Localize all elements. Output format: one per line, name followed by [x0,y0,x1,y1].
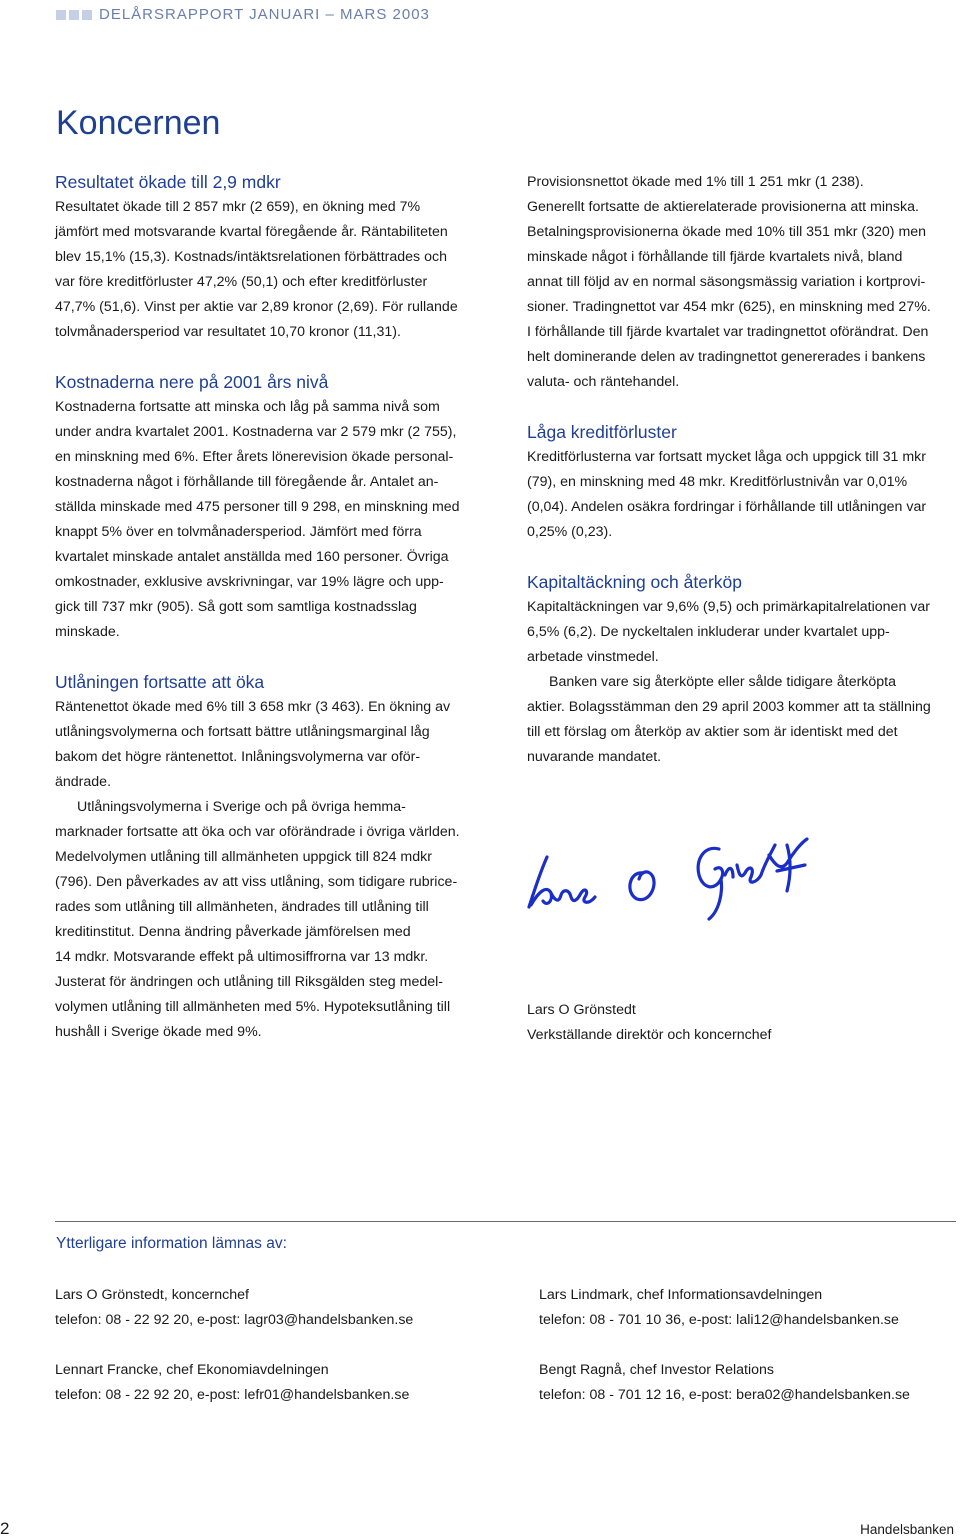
lending-line: utlåningsvolymerna och fortsatt bättre utlåningsmarginal låg [55,724,430,740]
result-line: Resultatet ökade till 2 857 mkr (2 659), en ökning med 7% [55,199,421,215]
header-square-3 [82,10,92,20]
result-line: tolvmånadersperiod var resultatet 10,70 kronor (11,31). [55,324,401,340]
lending-line: Utlåningsvolymerna i Sverige och på övriga hemma- [77,799,406,815]
commission-line: sioner. Tradingnettot var 454 mkr (625), en minskning med 27%. [527,299,931,315]
contact-details: telefon: 08 - 701 12 16, e-post: bera02@handelsbanken.se [539,1387,910,1403]
commission-line: I förhållande till fjärde kvartalet var tradingnettot oförändrat. Den [527,324,929,340]
handwritten-signature [525,835,815,925]
commission-line: Betalningsprovisionerna ökade med 10% till 351 mkr (320) men [527,224,927,240]
costs-line: gick till 737 mkr (905). Så gott som samtliga kostnadsslag [55,599,417,615]
signer-title: Verkställande direktör och koncernchef [527,1027,772,1043]
page-number: 2 [0,1519,10,1538]
result-line: var före kreditförluster 47,2% (50,1) och efter kreditförluster [55,274,428,290]
contact-card [539,1283,899,1333]
lending-line: ändrade. [55,774,112,790]
costs-line: Kostnaderna fortsatte att minska och låg på samma nivå som [55,399,440,415]
lending-line: Medelvolymen utlåning till allmänheten uppgick till 824 mdkr [55,849,432,865]
contact-details: telefon: 08 - 22 92 20, e-post: lagr03@handelsbanken.se [55,1312,414,1328]
credit-losses-line: (79), en minskning med 48 mkr. Kreditförlustnivån var 0,01% [527,474,908,490]
result-line: jämfört med motsvarande kvartal föregående år. Räntabiliteten [55,224,448,240]
signer-block [527,998,771,1048]
more-info-heading: Ytterligare information lämnas av: [56,1235,287,1252]
report-title: DELÅRSRAPPORT JANUARI – MARS 2003 [99,6,430,23]
signer-name: Lars O Grönstedt [527,1002,636,1018]
contact-name: Bengt Ragnå, chef Investor Relations [539,1362,775,1378]
result-line: blev 15,1% (15,3). Kostnads/intäktsrelationen förbättrades och [55,249,447,265]
contact-name: Lennart Francke, chef Ekonomiavdelningen [55,1362,329,1378]
right-column [527,170,957,770]
capital-line: Kapitaltäckningen var 9,6% (9,5) och primärkapitalrelationen var [527,599,930,615]
capital-line: till ett förslag om återköp av aktier som är identiskt med det [527,724,898,740]
capital-line: Banken vare sig återköpte eller sålde tidigare återköpta [549,674,897,690]
credit-losses-line: (0,04). Andelen osäkra fordringar i förhållande till utlåningen var [527,499,927,515]
capital-line: 6,5% (6,2). De nyckeltalen inkluderar under kvartalet upp- [527,624,890,640]
costs-line: ställda minskade med 475 personer till 9 298, en minskning med [55,499,460,515]
page-title: Koncernen [56,104,221,142]
lending-line: bakom det högre räntenettot. Inlåningsvolymerna var oför- [55,749,421,765]
result-line: 47,7% (51,6). Vinst per aktie var 2,89 kronor (2,69). För rullande [55,299,458,315]
costs-line: kostnaderna något i förhållande till föregående år. Antalet an- [55,474,439,490]
lending-line: (796). Den påverkades av att viss utlåning, som tidigare rubrice- [55,874,458,890]
contact-card [55,1358,409,1408]
left-column [55,170,485,1045]
lending-line: hushåll i Sverige ökade med 9%. [55,1024,262,1040]
capital-line: aktier. Bolagsstämman den 29 april 2003 kommer att ta ställning [527,699,931,715]
lending-line: 14 mdkr. Motsvarande effekt på ultimosiffrorna var 13 mdkr. [55,949,429,965]
section-divider [55,1221,956,1222]
costs-line: under andra kvartalet 2001. Kostnaderna var 2 579 mkr (2 755), [55,424,457,440]
contact-name: Lars O Grönstedt, koncernchef [55,1287,249,1303]
costs-line: kvartalet minskade antalet anställda med 160 personer. Övriga [55,549,449,565]
costs-line: omkostnader, exklusive avskrivningar, var 19% lägre och upp- [55,574,444,590]
costs-line: knappt 5% över en tolvmånadersperiod. Jämfört med förra [55,524,422,540]
lending-line: rades som utlåning till allmänheten, ändrades till utlåning till [55,899,429,915]
lending-line: Justerat för ändringen och utlåning till Riksgälden steg medel- [55,974,444,990]
header-square-2 [69,10,79,20]
commission-line: helt dominerande delen av tradingnettot genererades i bankens [527,349,926,365]
costs-heading: Kostnaderna nere på 2001 års nivå [55,372,329,392]
capital-line: arbetade vinstmedel. [527,649,659,665]
credit-losses-heading: Låga kreditförluster [527,422,677,442]
result-heading: Resultatet ökade till 2,9 mdkr [55,172,281,192]
report-header [56,6,430,23]
lending-line: volymen utlåning till allmänheten med 5%. Hypoteksutlåning till [55,999,451,1015]
contact-card [55,1283,413,1333]
contact-details: telefon: 08 - 22 92 20, e-post: lefr01@handelsbanken.se [55,1387,410,1403]
capital-heading: Kapitaltäckning och återköp [527,572,742,592]
costs-line: en minskning med 6%. Efter årets lönerevision ökade personal- [55,449,454,465]
commission-line: Provisionsnettot ökade med 1% till 1 251 mkr (1 238). [527,174,864,190]
commission-line: Generellt fortsatte de aktierelaterade provisionerna att minska. [527,199,919,215]
commission-line: annat till följd av en normal säsongsmässig variation i kortprovi- [527,274,926,290]
contact-details: telefon: 08 - 701 10 36, e-post: lali12@handelsbanken.se [539,1312,899,1328]
capital-line: nuvarande mandatet. [527,749,662,765]
lending-line: marknader fortsatte att öka och var oförändrade i övriga världen. [55,824,460,840]
commission-line: valuta- och räntehandel. [527,374,680,390]
credit-losses-line: Kreditförlusterna var fortsatt mycket låga och uppgick till 31 mkr [527,449,926,465]
header-square-1 [56,10,66,20]
contact-card [539,1358,910,1408]
lending-line: kreditinstitut. Denna ändring påverkade jämförelsen med [55,924,411,940]
credit-losses-line: 0,25% (0,23). [527,524,613,540]
costs-line: minskade. [55,624,120,640]
commission-line: minskade något i förhållande till fjärde kvartalets nivå, bland [527,249,903,265]
lending-line: Räntenettot ökade med 6% till 3 658 mkr (3 463). En ökning av [55,699,451,715]
lending-heading: Utlåningen fortsatte att öka [55,672,265,692]
contact-name: Lars Lindmark, chef Informationsavdelningen [539,1287,823,1303]
footer-brand: Handelsbanken [860,1522,954,1537]
